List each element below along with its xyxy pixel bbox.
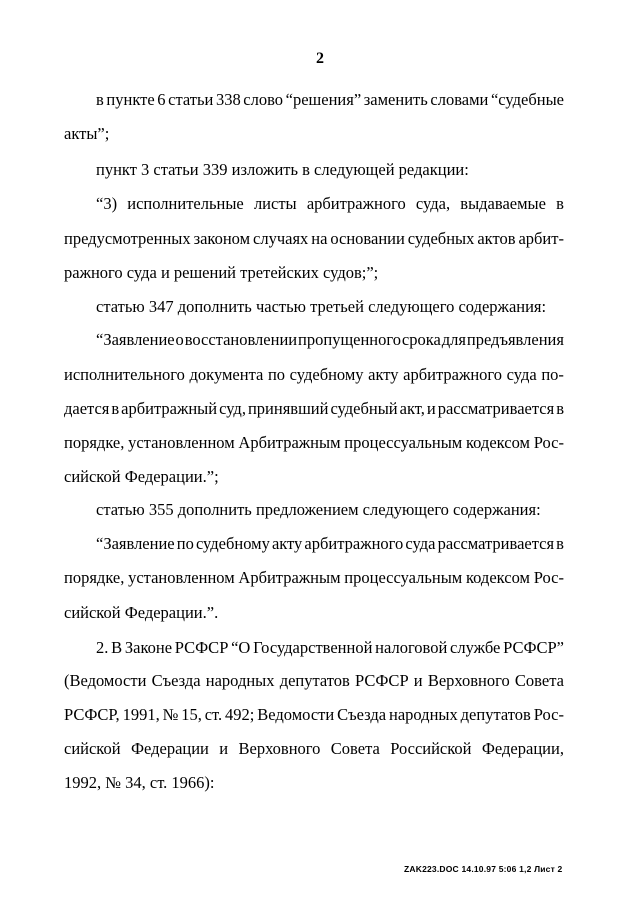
text-line: сийской Федерации.”; — [64, 467, 219, 486]
text-line: “Заявление о восстановлении пропущенного срока для предъявления — [96, 330, 564, 349]
text-line: (Ведомости Съезда народных депутатов РСФСР и Верховного Совета — [64, 671, 564, 690]
text-line: порядке, установленном Арбитражным процессуальным кодексом Рос- — [64, 433, 564, 452]
text-line: пункт 3 статьи 339 изложить в следующей редакции: — [96, 160, 469, 179]
text-line: 1992, № 34, ст. 1966): — [64, 773, 215, 792]
text-line: “Заявление по судебному акту арбитражного суда рассматривается в — [96, 534, 564, 553]
text-line: в пункте 6 статьи 338 слово “решения” заменить словами “судебные — [96, 90, 564, 109]
footer-file-code: ZAK223.DOC 14.10.97 5:06 1,2 Лист 2 — [404, 864, 563, 874]
text-line: порядке, установленном Арбитражным процессуальным кодексом Рос- — [64, 568, 564, 587]
text-line: статью 347 дополнить частью третьей следующего содержания: — [96, 297, 547, 316]
text-line: 2. В Законе РСФСР “О Государственной налоговой службе РСФСР” — [96, 638, 564, 657]
text-line: акты”; — [64, 124, 110, 143]
text-line: “3) исполнительные листы арбитражного суда, выдаваемые в — [96, 194, 564, 213]
text-line: статью 355 дополнить предложением следующего содержания: — [96, 500, 541, 519]
page-number: 2 — [316, 50, 324, 67]
text-line: сийской Федерации и Верховного Совета Российской Федерации, — [64, 739, 564, 758]
text-line: ражного суда и решений третейских судов;”; — [64, 263, 379, 282]
text-line: предусмотренных законом случаях на основании судебных актов арбит- — [64, 229, 564, 248]
text-line: сийской Федерации.”. — [64, 603, 219, 622]
text-line: исполнительного документа по судебному акту арбитражного суда по- — [64, 365, 564, 384]
text-line: РСФСР, 1991, № 15, ст. 492; Ведомости Съезда народных депутатов Рос- — [64, 705, 564, 724]
text-line: дается в арбитражный суд, принявший судебный акт, и рассматривается в — [64, 399, 564, 418]
